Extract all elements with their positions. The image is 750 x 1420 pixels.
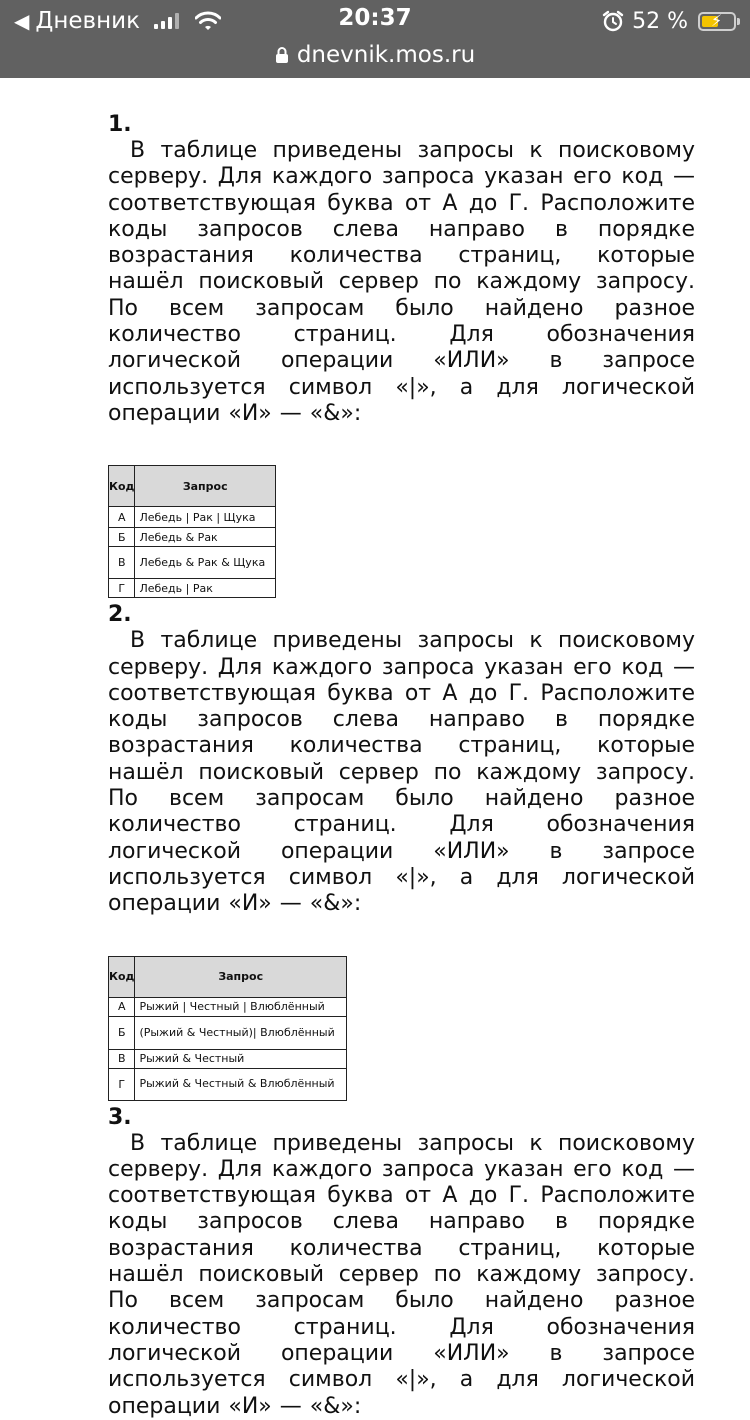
- query-table: [108, 465, 276, 598]
- table-row: [109, 579, 276, 598]
- back-arrow-icon: ◀: [14, 9, 30, 33]
- row-query: Рыжий & Честный: [135, 1049, 347, 1068]
- task-2: [108, 602, 695, 1100]
- lock-icon: [275, 46, 289, 64]
- row-query: Лебедь | Рак | Щука: [135, 507, 276, 528]
- row-code: Г: [109, 1068, 135, 1100]
- row-query: Лебедь | Рак: [135, 579, 276, 598]
- task-text: В таблице приведены запросы к поисковому серверу. Для каждого запроса указан его код — соответствующая буква от А до Г. Расположите коды запросов слева направо в порядке возрастания количества страниц, которые нашёл поисковый сервер по каждому запросу. По всем запросам было найдено разное количество страниц. Для обозначения логической операции «ИЛИ» в запросе используется символ «|», а для логической операции «И» — «&»:: [108, 138, 695, 426]
- task-3: [108, 1105, 695, 1420]
- table-row: [109, 997, 347, 1016]
- task-text: В таблице приведены запросы к поисковому серверу. Для каждого запроса указан его код — соответствующая буква от А до Г. Расположите коды запросов слева направо в порядке возрастания количества страниц, которые нашёл поисковый сервер по каждому запросу. По всем запросам было найдено разное количество страниц. Для обозначения логической операции «ИЛИ» в запросе используется символ «|», а для логической операции «И» — «&»:: [108, 1130, 695, 1419]
- row-code: А: [109, 507, 135, 528]
- url-text: dnevnik.mos.ru: [296, 42, 476, 68]
- status-right: [602, 6, 736, 36]
- battery-icon: [698, 12, 736, 31]
- row-query: (Рыжий & Честный)| Влюблённый: [135, 1016, 347, 1049]
- browser-top-bar: [0, 0, 750, 78]
- row-query: Рыжий | Честный | Влюблённый: [135, 997, 347, 1016]
- table-row: [109, 1016, 347, 1049]
- column-header-code: Код: [109, 956, 135, 997]
- charging-bolt-icon: ⚡: [711, 10, 723, 30]
- table-row: [109, 547, 276, 579]
- column-header-query: Запрос: [135, 466, 276, 507]
- task-number: 1.: [108, 112, 132, 137]
- row-query: Лебедь & Рак & Щука: [135, 547, 276, 579]
- task-number: 3.: [108, 1104, 132, 1130]
- back-app-label: Дневник: [35, 8, 140, 34]
- row-query: Лебедь & Рак: [135, 528, 276, 547]
- column-header-query: Запрос: [135, 956, 347, 997]
- row-code: Б: [109, 1016, 135, 1049]
- table-row: [109, 528, 276, 547]
- task-1: [108, 112, 695, 598]
- address-bar[interactable]: [0, 40, 750, 70]
- alarm-icon: [602, 10, 624, 32]
- table-row: [109, 1049, 347, 1068]
- row-query: Рыжий & Честный & Влюблённый: [135, 1068, 347, 1100]
- task-number: 2.: [108, 602, 132, 628]
- row-code: Б: [109, 528, 135, 547]
- status-time: 20:37: [338, 5, 412, 31]
- row-code: В: [109, 547, 135, 579]
- row-code: А: [109, 997, 135, 1016]
- column-header-code: Код: [109, 466, 135, 507]
- table-row: [109, 507, 276, 528]
- table-row: [109, 1068, 347, 1100]
- page-content: [108, 112, 695, 1420]
- task-text: В таблице приведены запросы к поисковому серверу. Для каждого запроса указан его код — соответствующая буква от А до Г. Расположите коды запросов слева направо в порядке возрастания количества страниц, которые нашёл поисковый сервер по каждому запросу. По всем запросам было найдено разное количество страниц. Для обозначения логической операции «ИЛИ» в запросе используется символ «|», а для логической операции «И» — «&»:: [108, 628, 695, 917]
- battery-percent: 52 %: [632, 8, 688, 34]
- row-code: Г: [109, 579, 135, 598]
- query-table: [108, 956, 347, 1101]
- row-code: В: [109, 1049, 135, 1068]
